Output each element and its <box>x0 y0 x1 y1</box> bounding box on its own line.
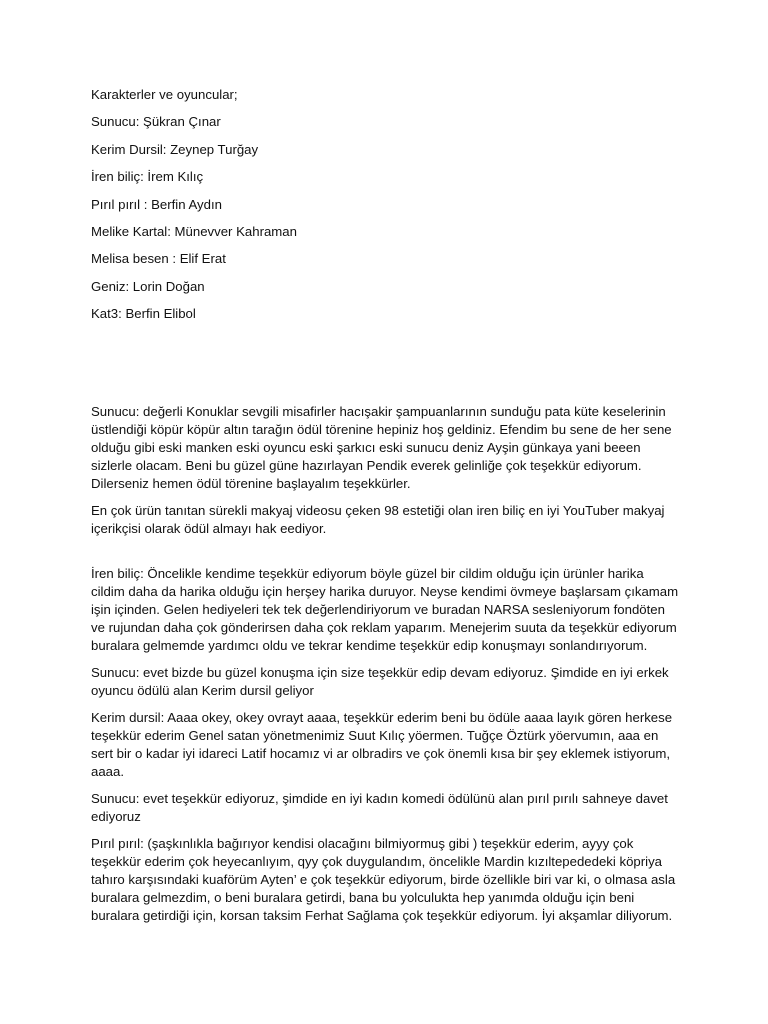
paragraph-kerim-speech: Kerim dursil: Aaaa okey, okey ovrayt aaaa, teşekkür ederim beni bu ödüle aaaa layık gören herkese teşekkür ederim Genel satan yönetmenimiz Suut Kılıç yöermen. Tuğçe Öztürk yöervumın, aaa en sert bir o kadar iyi idareci Latif hocamız vi ar olbradirs ve çok önemli kısa bir şey eklemek istiyorum, aaaa. <box>91 709 673 779</box>
paragraph-iren-speech: İren biliç: Öncelikle kendime teşekkür ediyorum böyle güzel bir cildim olduğu için ürünler harika cildim daha da harika olduğu için herşey harika duruyor. Neyse kendimi övmeye başlarsam çıkamam işin içinden. Gelen hediyeleri tek tek değerlendiriyorum ve buradan NARSA sesleniyorum fondöten ve rujundan daha çok gönderirsen daha çok reklam yaparım. Menejerim suuta da teşekkür ediyorum buralara gelmemde yardımcı oldu ve tekrar kendime teşekkür edip konuşmayı sonlandırıyorum. <box>91 565 679 653</box>
cast-line: Kat3: Berfin Elibol <box>91 306 196 322</box>
paragraph-piril-speech: Pırıl pırıl: (şaşkınlıkla bağırıyor kendisi olacağını bilmiyormuş gibi ) teşekkür ederim, ayyy çok teşekkür ederim çok heyecanlıyım, qyy çok duygulandım, öncelikle Mardin kızıltepededeki köpriya tahıro karşısındaki kuaförüm Ayten’ e çok teşekkür ediyorum, birde özellikle biri var ki, o olmasa asla buralara gelmezdim, o beni buralara getirdi, bana bu yolculukta hep yanımda olduğu için beni buralara getirdiği için, korsan taksim Ferhat Sağlama çok teşekkür ediyorum. İyi akşamlar diliyorum. <box>91 835 676 923</box>
cast-line: Kerim Dursil: Zeynep Turğay <box>91 141 259 157</box>
cast-line: İren biliç: İrem Kılıç <box>91 169 204 185</box>
cast-line: Pırıl pırıl : Berfin Aydın <box>91 196 222 212</box>
paragraph-award-announcement: En çok ürün tanıtan sürekli makyaj videosu çeken 98 estetiği olan iren biliç en iyi YouTuber makyaj içerikçisi olarak ödül almayı hak eediyor. <box>91 502 665 536</box>
paragraph-host-comedy: Sunucu: evet teşekkür ediyoruz, şimdide en iyi kadın komedi ödülünü alan pırıl pırılı sahneye davet ediyoruz <box>91 790 668 824</box>
document-body <box>91 86 681 934</box>
cast-heading: Karakterler ve oyuncular; <box>91 87 238 102</box>
blank-space <box>91 547 681 565</box>
blank-space <box>91 333 681 403</box>
paragraph-host-intro: Sunucu: değerli Konuklar sevgili misafirler hacışakir şampuanlarının sunduğu pata küte keselerinin üstlendiği köpür köpür altın tarağın ödül törenine hepiniz hoş geldiniz. Efendim bu sene de her sene olduğu gibi eski manken eski oyuncu eski şarkıcı eski sunucu deniz Ayşin günkaya yani beeen sizlerle olacam. Beni bu güzel güne hazırlayan Pendik everek gelinliğe çok teşekkür ediyorum. Dilerseniz hemen ödül törenine başlayalım teşekkürler. <box>91 403 672 491</box>
cast-line: Sunucu: Şükran Çınar <box>91 114 221 130</box>
cast-line: Geniz: Lorin Doğan <box>91 278 205 294</box>
cast-line: Melike Kartal: Münevver Kahraman <box>91 223 297 239</box>
paragraph-host-next: Sunucu: evet bizde bu güzel konuşma için size teşekkür edip devam ediyoruz. Şimdide en iyi erkek oyuncu ödülü alan Kerim dursil geliyor <box>91 664 669 698</box>
cast-line: Melisa besen : Elif Erat <box>91 251 226 267</box>
